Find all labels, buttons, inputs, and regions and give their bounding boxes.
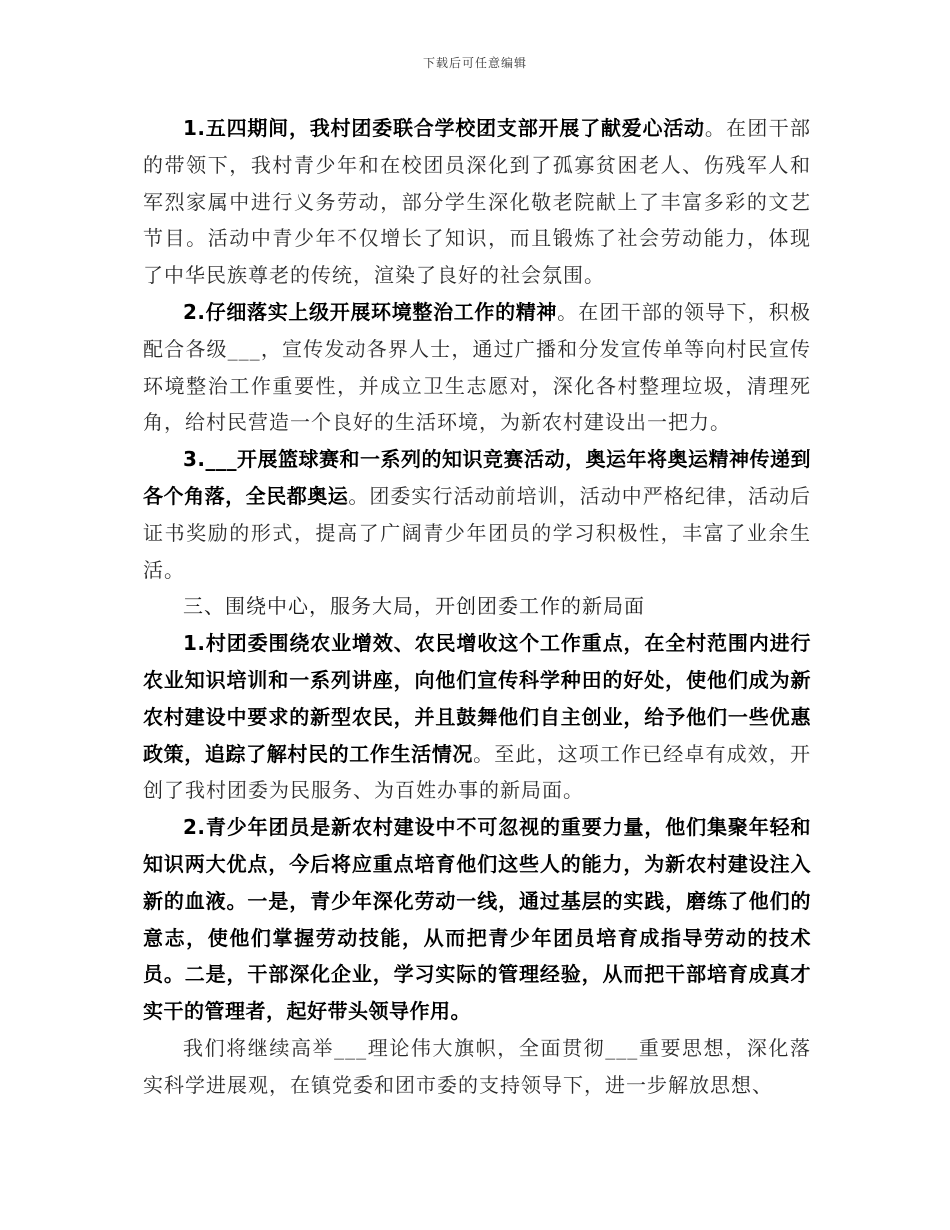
section-heading: 三、围绕中心，服务大局，开创团委工作的新局面 <box>183 594 645 619</box>
paragraph-4-body: 。至此，这项工作已经卓有成效，开创了我村团委为民服务、为百姓办事的新局面。 <box>143 741 812 803</box>
paragraph-5: 2.青少年团员是新农村建设中不可忽视的重要力量，他们集聚年轻和知识两大优点，今后将应重点培育他们这些人的能力，为新农村建设注入新的血液。一是，青少年深化劳动一线，通过基层的实践，磨练了他们的意志，使他们掌握劳动技能，从而把青少年团员培育成指导劳动的技术员。二是，干部深化企业，学习实际的管理经验，从而把干部培育成真才实干的管理者，起好带头领导作用。 <box>143 815 811 1024</box>
paragraph-6: 我们将继续高举___理论伟大旗帜，全面贯彻___重要思想，深化落实科学进展观，在镇党委和团市委的支持领导下，进一步解放思想、 <box>143 1035 811 1097</box>
paragraph-4-lead: 1.村团委围绕农业增效、农民增收这个工作重点，在全村范围内进行农业知识培训和一系列讲座，向他们宣传科学种田的好处，使他们成为新农村建设中要求的新型农民，并且鼓舞他们自主创业，给予他们一些优惠政策，追踪了解村民的工作生活情况 <box>143 631 811 766</box>
paragraph-1-lead: 1.五四期间，我村团委联合学校团支部开展了献爱心活动 <box>183 116 705 140</box>
paragraph-4 <box>143 625 811 809</box>
paragraph-3-lead: 3.___开展篮球赛和一系列的知识竞赛活动，奥运年将奥运精神传递到各个角落，全民都奥运 <box>143 447 812 508</box>
paragraph-2-body: 。在团干部的领导下，积极配合各级___，宣传发动各界人士，通过广播和分发宣传单等向村民宣传环境整治工作重要性，并成立卫生志愿对，深化各村整理垃圾，清理死角，给村民营造一个良好的生活环境，为新农村建设出一把力。 <box>143 299 811 435</box>
paragraph-2-lead: 2.仔细落实上级开展环境整治工作的精神 <box>183 299 558 324</box>
page-header-note: 下载后可任意编辑 <box>422 56 527 70</box>
paragraph-3-body: 。团委实行活动前培训，活动中严格纪律，活动后证书奖励的形式，提高了广阔青少年团员的学习积极性，丰富了业余生活。 <box>143 483 812 582</box>
document-body <box>143 110 811 1104</box>
paragraph-1-body: 。在团干部的带领下，我村青少年和在校团员深化到了孤寡贫困老人、伤残军人和军烈家属中进行义务劳动，部分学生深化敬老院献上了丰富多彩的文艺节目。活动中青少年不仅增长了知识，而且锻炼了社会劳动能力，体现了中华民族尊老的传统，渲染了良好的社会氛围。 <box>143 116 811 288</box>
paragraph-2 <box>143 294 811 441</box>
paragraph-1 <box>143 110 811 294</box>
paragraph-3 <box>143 441 811 588</box>
